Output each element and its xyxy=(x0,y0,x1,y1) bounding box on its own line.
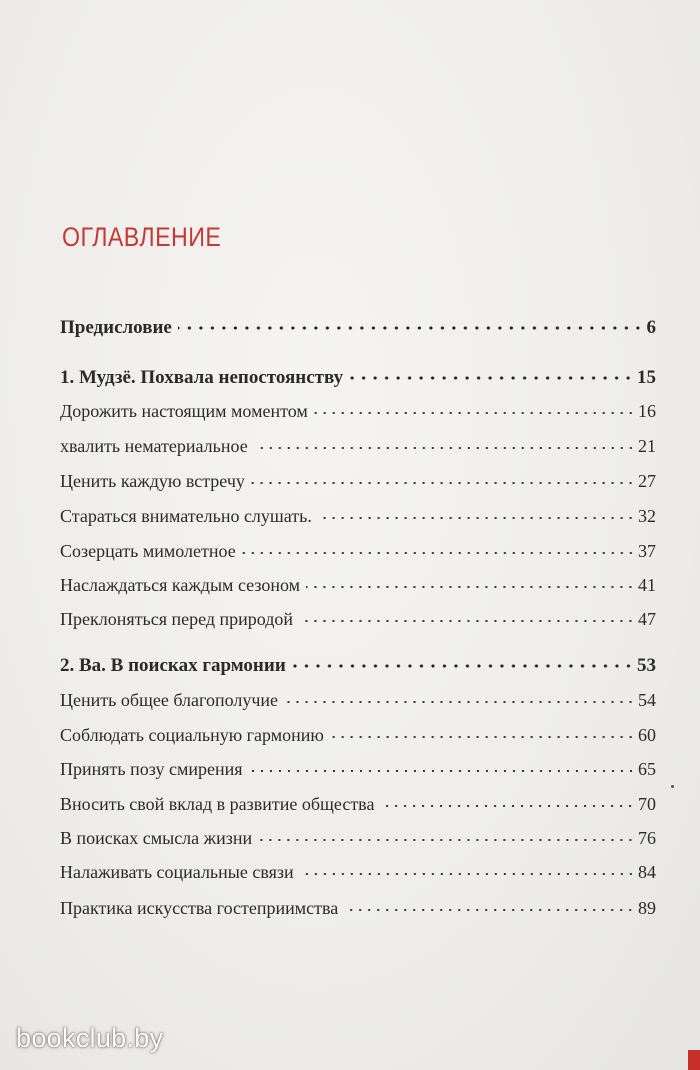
toc-entry-title: 2. Ва. В поисках гармонии xyxy=(60,655,286,676)
toc-entry-title: Принять позу смирения xyxy=(60,759,243,779)
toc-entry-page: 6 xyxy=(646,317,656,338)
toc-entry-page: 32 xyxy=(638,506,656,526)
dot-leader xyxy=(258,839,635,841)
toc-entry-title: Практика искусства гостеприимства xyxy=(60,898,339,918)
toc-entry-section xyxy=(60,858,656,886)
toc-entry-title: Ценить каждую встречу xyxy=(60,471,245,491)
toc-entry-page: 76 xyxy=(638,828,656,848)
toc-entry-section xyxy=(60,721,656,749)
dot-leader xyxy=(318,517,635,519)
toc-entry-section xyxy=(60,894,656,922)
toc-heading: ОГЛАВЛЕНИЕ xyxy=(62,222,222,252)
toc-entry-section xyxy=(60,467,656,495)
toc-entry-title: Стараться внимательно слушать. xyxy=(60,506,312,526)
dot-leader xyxy=(242,552,635,554)
toc-entry-page: 89 xyxy=(638,898,656,918)
watermark-text: bookclub.by xyxy=(16,1023,164,1053)
toc-entry-page: 53 xyxy=(637,655,656,676)
toc-entry-section xyxy=(60,537,656,565)
toc-entry-section xyxy=(60,432,656,460)
toc-entry-title: хвалить нематериальное xyxy=(60,436,248,456)
toc-entry-page: 54 xyxy=(638,690,656,710)
toc-entry-page: 84 xyxy=(638,862,656,882)
dot-leader xyxy=(380,805,635,807)
toc-entry-page: 70 xyxy=(638,794,656,814)
toc-entry-title: Соблюдать социальную гармонию xyxy=(60,725,324,745)
toc-entry-section xyxy=(60,790,656,818)
dot-leader xyxy=(314,412,635,414)
toc-entry-page: 21 xyxy=(638,436,656,456)
toc-entry-section xyxy=(60,571,656,599)
toc-entry-page: 65 xyxy=(638,759,656,779)
dot-leader xyxy=(292,664,634,668)
toc-entry-title: 1. Мудзё. Похвала непостоянству xyxy=(60,367,344,388)
toc-entry-page: 37 xyxy=(638,541,656,561)
toc-entry-page: 47 xyxy=(638,609,656,629)
toc-entry-section xyxy=(60,502,656,530)
toc-entry-section xyxy=(60,755,656,783)
corner-mark xyxy=(688,1050,700,1070)
ink-speck xyxy=(671,785,674,788)
toc-entry-title: Преклоняться перед природой xyxy=(60,609,294,629)
toc-entry-title: Ценить общее благополучие xyxy=(60,690,278,710)
dot-leader xyxy=(251,482,635,484)
toc-entry-title: Наслаждаться каждым сезоном xyxy=(60,575,301,595)
toc-entry-title: В поисках смысла жизни xyxy=(60,828,253,848)
toc-entry-section xyxy=(60,686,656,714)
dot-leader xyxy=(330,736,635,738)
dot-leader xyxy=(306,586,635,588)
toc-entry-page: 41 xyxy=(638,575,656,595)
toc-entry-preface xyxy=(60,314,656,342)
dot-leader xyxy=(178,326,644,330)
dot-leader xyxy=(300,873,635,875)
toc-entry-page: 16 xyxy=(638,401,656,421)
toc-entry-chapter-2 xyxy=(60,652,656,680)
dot-leader xyxy=(249,770,635,772)
toc-entry-section xyxy=(60,605,656,633)
dot-leader xyxy=(299,620,635,622)
toc-entry-title: Дорожить настоящим моментом xyxy=(60,401,308,421)
toc-entry-page: 60 xyxy=(638,725,656,745)
dot-leader xyxy=(344,909,635,911)
toc-entry-title: Предисловие xyxy=(60,317,172,338)
toc-entry-section xyxy=(60,824,656,852)
dot-leader xyxy=(254,447,635,449)
toc-entry-title: Созерцать мимолетное xyxy=(60,541,236,561)
toc-entry-chapter-1 xyxy=(60,364,656,392)
toc-entry-section xyxy=(60,397,656,425)
toc-entry-title: Налаживать социальные связи xyxy=(60,862,294,882)
toc-entry-title: Вносить свой вклад в развитие общества xyxy=(60,794,375,814)
dot-leader xyxy=(284,701,635,703)
toc-entry-page: 15 xyxy=(637,367,656,388)
toc-entry-page: 27 xyxy=(638,471,656,491)
dot-leader xyxy=(349,376,634,380)
